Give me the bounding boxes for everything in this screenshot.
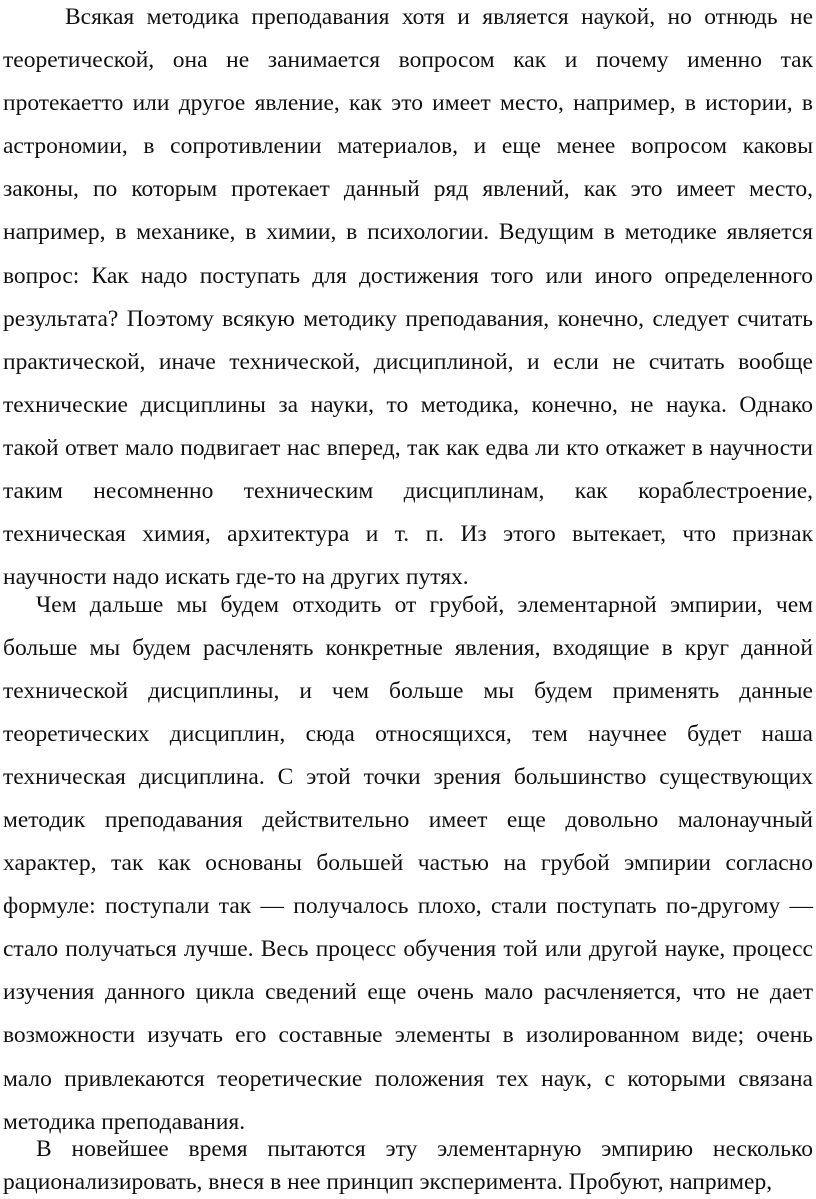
paragraph-3: В новейшее время пытаются эту элементарную эмпирию несколько рационализировать, внеся в нее принцип эксперимента. Пробуют, например,	[3, 1136, 813, 1195]
paragraph-1: Всякая методика преподавания хотя и является наукой, но отнюдь не теоретической, она не занимается вопросом как и почему именно так протекаетто или другое явление, как это имеет место, например, в истории, в астрономии, в сопротивлении материалов, и еще менее вопросом каковы законы, по которым протекает данный ряд явлений, как это имеет место, например, в механике, в химии, в психологии. Ведущим в методике является вопрос: Как надо поступать для достижения того или иного определенного результата? Поэтому всякую методику преподавания, конечно, следует считать практической, иначе технической, дисциплиной, и если не считать вообще технические дисциплины за науки, то методика, конечно, не наука. Однако такой ответ мало подвигает нас вперед, так как едва ли кто откажет в научности таким несомненно техническим дисциплинам, как кораблестроение, техническая химия, архитектура и т. п. Из этого вытекает, что признак научности надо искать где-то на других путях.	[3, 4, 813, 591]
paragraph-2: Чем дальше мы будем отходить от грубой, элементарной эмпирии, чем больше мы будем расчленять конкретные явления, входящие в круг данной технической дисциплины, и чем больше мы будем применять данные теоретических дисциплин, сюда относящихся, тем научнее будет наша техническая дисциплина. С этой точки зрения большинство существующих методик преподавания действительно имеет еще довольно малонаучный характер, так как основаны большей частью на грубой эмпирии согласно формуле: поступали так — получалось плохо, стали поступать по-другому — стало получаться лучше. Весь процесс обучения той или другой науке, процесс изучения данного цикла сведений еще очень мало расчленяется, что не дает возможности изучать его составные элементы в изолированном виде; очень мало привлекаются теоретические положения тех наук, с которыми связана методика преподавания.	[3, 592, 813, 1135]
